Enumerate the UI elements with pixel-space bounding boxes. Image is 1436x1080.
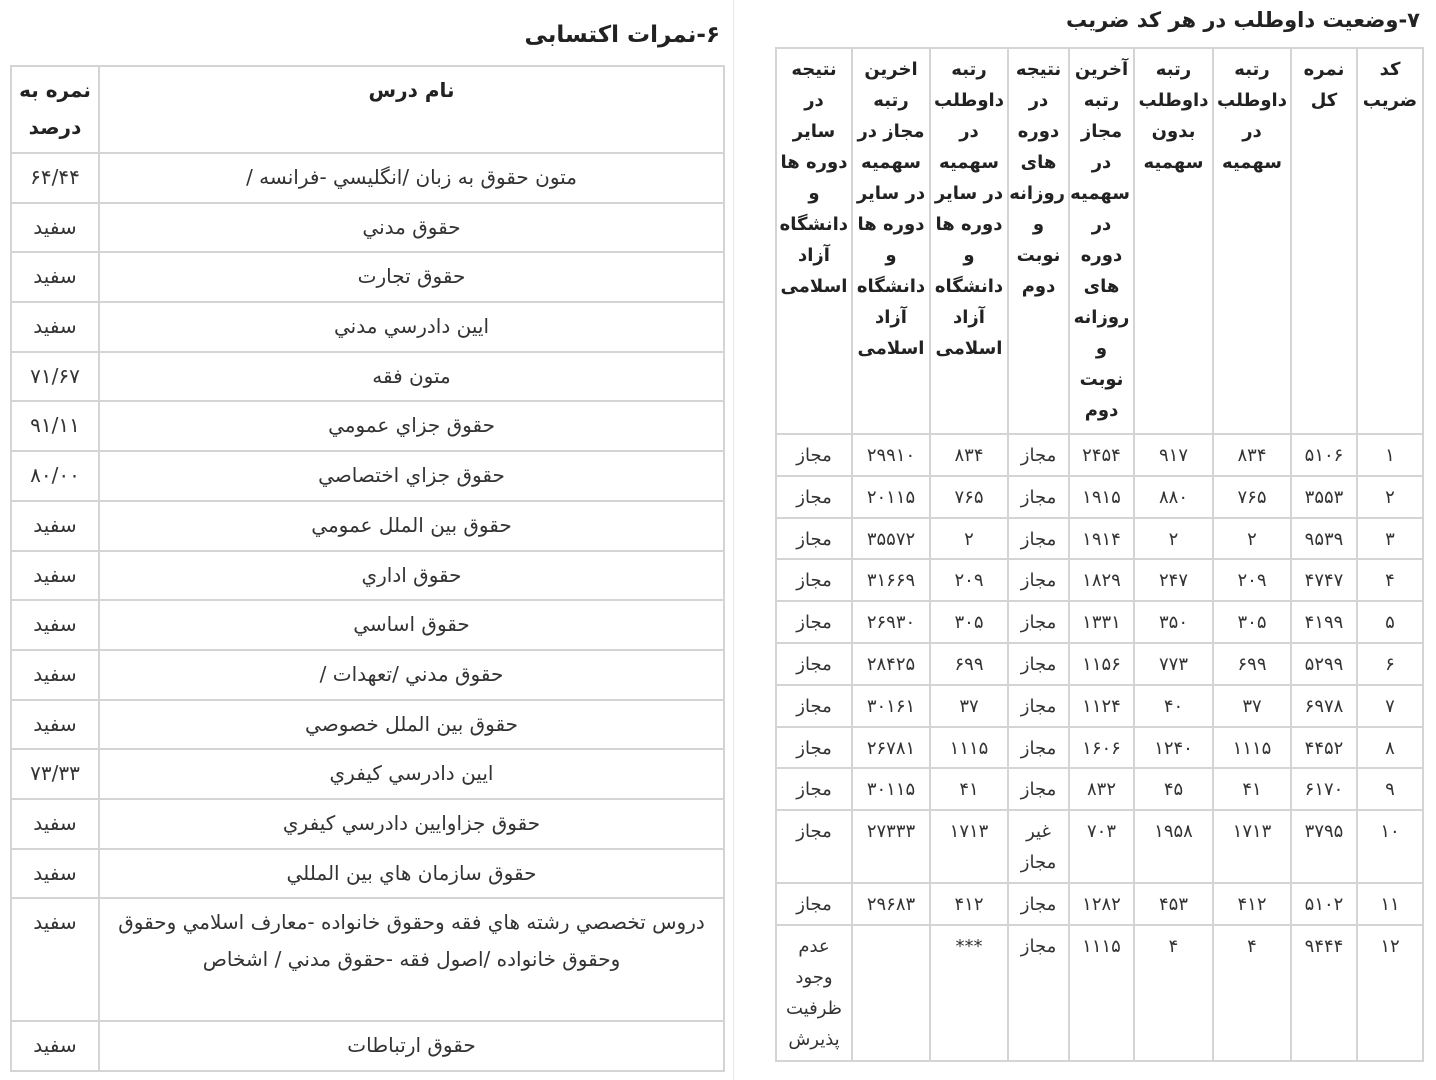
- cell-result-other: مجاز: [776, 727, 852, 769]
- course-score: سفيد: [11, 302, 99, 352]
- header-result-day: نتیجه در دوره های روزانه و نوبت دوم: [1008, 48, 1069, 434]
- cell-last-allowed-rank-other: ۳۱۶۶۹: [852, 559, 930, 601]
- course-score: ۷۳/۳۳: [11, 749, 99, 799]
- cell-rank-in-quota: ۴۱۲: [1213, 883, 1291, 925]
- header-last-allowed-rank-day: آخرین رتبه مجاز در سهمیه در دوره های روزانه و نوبت دوم: [1069, 48, 1134, 434]
- cell-last-allowed-rank-other: ۲۶۷۸۱: [852, 727, 930, 769]
- cell-result-day: مجاز: [1008, 883, 1069, 925]
- cell-rank-without-quota: ۲۴۷: [1134, 559, 1213, 601]
- cell-coef-code: ۷: [1357, 685, 1423, 727]
- table-row: [776, 559, 1423, 601]
- status-section-title: ۷-وضعیت داوطلب در هر کد ضریب: [1065, 8, 1420, 32]
- table-row: [776, 518, 1423, 560]
- course-name: ايين دادرسي كيفري: [99, 749, 724, 799]
- table-row: [11, 203, 724, 253]
- cell-rank-without-quota: ۳۵۰: [1134, 601, 1213, 643]
- table-row: [11, 1021, 724, 1071]
- table-row: [11, 551, 724, 601]
- cell-total-score: ۹۵۳۹: [1291, 518, 1357, 560]
- cell-total-score: ۶۱۷۰: [1291, 768, 1357, 810]
- header-rank-without-quota: رتبه داوطلب بدون سهمیه: [1134, 48, 1213, 434]
- cell-rank-in-quota: ۴۱: [1213, 768, 1291, 810]
- cell-result-other: عدم وجود ظرفیت پذیرش: [776, 925, 852, 1061]
- cell-last-allowed-rank-other: ۳۵۵۷۲: [852, 518, 930, 560]
- cell-rank-without-quota: ۴۵: [1134, 768, 1213, 810]
- cell-last-allowed-rank-day: ۱۱۵۶: [1069, 643, 1134, 685]
- table-row: [11, 302, 724, 352]
- cell-rank-without-quota: ۷۷۳: [1134, 643, 1213, 685]
- cell-last-allowed-rank-other: ۳۰۱۶۱: [852, 685, 930, 727]
- cell-rank-in-quota: ۲۰۹: [1213, 559, 1291, 601]
- course-score: ۷۱/۶۷: [11, 352, 99, 402]
- header-total-score: نمره کل: [1291, 48, 1357, 434]
- cell-result-day: غیر مجاز: [1008, 810, 1069, 883]
- cell-result-day: مجاز: [1008, 434, 1069, 476]
- cell-rank-other-programs: ۴۱: [930, 768, 1008, 810]
- cell-result-other: مجاز: [776, 601, 852, 643]
- table-row: [776, 434, 1423, 476]
- cell-result-day: مجاز: [1008, 643, 1069, 685]
- table-row: [776, 810, 1423, 883]
- cell-last-allowed-rank-day: ۱۳۳۱: [1069, 601, 1134, 643]
- cell-last-allowed-rank-other: ۲۷۳۳۳: [852, 810, 930, 883]
- cell-last-allowed-rank-day: ۲۴۵۴: [1069, 434, 1134, 476]
- course-score: سفيد: [11, 252, 99, 302]
- header-result-other: نتیجه در سایر دوره ها و دانشگاه آزاد اسلامی: [776, 48, 852, 434]
- cell-rank-without-quota: ۱۲۴۰: [1134, 727, 1213, 769]
- cell-result-day: مجاز: [1008, 601, 1069, 643]
- cell-last-allowed-rank-day: ۷۰۳: [1069, 810, 1134, 883]
- cell-rank-other-programs: ۳۰۵: [930, 601, 1008, 643]
- course-score: سفيد: [11, 551, 99, 601]
- course-name: دروس تخصصي رشته هاي فقه وحقوق خانواده -معارف اسلامي وحقوق وحقوق خانواده /اصول فقه -حقوق مدني / اشخاص: [99, 898, 724, 1021]
- cell-rank-in-quota: ۶۹۹: [1213, 643, 1291, 685]
- grades-section-title: ۶-نمرات اکتسابی: [524, 22, 720, 48]
- cell-coef-code: ۵: [1357, 601, 1423, 643]
- cell-rank-other-programs: ۱۱۱۵: [930, 727, 1008, 769]
- table-row: [11, 600, 724, 650]
- cell-total-score: ۴۷۴۷: [1291, 559, 1357, 601]
- course-name: حقوق ارتباطات: [99, 1021, 724, 1071]
- cell-rank-in-quota: ۴: [1213, 925, 1291, 1061]
- header-course-name: نام درس: [99, 66, 724, 153]
- header-coef-code: کد ضریب: [1357, 48, 1423, 434]
- table-row: [776, 883, 1423, 925]
- cell-last-allowed-rank-other: ۳۰۱۱۵: [852, 768, 930, 810]
- table-row: [11, 501, 724, 551]
- table-row: [776, 925, 1423, 1061]
- cell-rank-without-quota: ۴: [1134, 925, 1213, 1061]
- course-name: حقوق اداري: [99, 551, 724, 601]
- cell-coef-code: ۴: [1357, 559, 1423, 601]
- cell-rank-other-programs: ۲: [930, 518, 1008, 560]
- cell-last-allowed-rank-other: ۲۶۹۳۰: [852, 601, 930, 643]
- cell-rank-in-quota: ۱۷۱۳: [1213, 810, 1291, 883]
- cell-result-day: مجاز: [1008, 518, 1069, 560]
- cell-rank-in-quota: ۱۱۱۵: [1213, 727, 1291, 769]
- table-row: [776, 601, 1423, 643]
- course-score: سفيد: [11, 898, 99, 1021]
- course-name: حقوق جزاوايين دادرسي كيفري: [99, 799, 724, 849]
- course-score: ۹۱/۱۱: [11, 401, 99, 451]
- table-row: [776, 727, 1423, 769]
- cell-result-other: مجاز: [776, 643, 852, 685]
- cell-total-score: ۴۱۹۹: [1291, 601, 1357, 643]
- cell-result-other: مجاز: [776, 768, 852, 810]
- table-row: [11, 401, 724, 451]
- cell-coef-code: ۱۱: [1357, 883, 1423, 925]
- course-name: حقوق مدني: [99, 203, 724, 253]
- cell-result-day: مجاز: [1008, 476, 1069, 518]
- table-row: [776, 685, 1423, 727]
- course-name: متون فقه: [99, 352, 724, 402]
- cell-result-day: مجاز: [1008, 685, 1069, 727]
- cell-last-allowed-rank-day: ۱۲۸۲: [1069, 883, 1134, 925]
- course-score: سفيد: [11, 650, 99, 700]
- cell-coef-code: ۲: [1357, 476, 1423, 518]
- table-row: [11, 451, 724, 501]
- cell-coef-code: ۸: [1357, 727, 1423, 769]
- panel-divider: [733, 0, 734, 1080]
- cell-result-day: مجاز: [1008, 559, 1069, 601]
- table-header-row: [776, 48, 1423, 434]
- cell-coef-code: ۳: [1357, 518, 1423, 560]
- course-name: حقوق بين الملل خصوصي: [99, 700, 724, 750]
- cell-coef-code: ۹: [1357, 768, 1423, 810]
- cell-coef-code: ۱۰: [1357, 810, 1423, 883]
- cell-result-other: مجاز: [776, 559, 852, 601]
- course-name: حقوق مدني /تعهدات /: [99, 650, 724, 700]
- cell-rank-other-programs: ۳۷: [930, 685, 1008, 727]
- course-score: سفيد: [11, 1021, 99, 1071]
- course-score: سفيد: [11, 203, 99, 253]
- cell-rank-other-programs: ۷۶۵: [930, 476, 1008, 518]
- applicant-status-table: [775, 47, 1424, 1062]
- table-row: [11, 252, 724, 302]
- cell-result-other: مجاز: [776, 883, 852, 925]
- cell-rank-in-quota: ۸۳۴: [1213, 434, 1291, 476]
- cell-rank-in-quota: ۲: [1213, 518, 1291, 560]
- cell-result-day: مجاز: [1008, 727, 1069, 769]
- cell-rank-without-quota: ۲: [1134, 518, 1213, 560]
- cell-rank-other-programs: ۶۹۹: [930, 643, 1008, 685]
- cell-rank-in-quota: ۳۷: [1213, 685, 1291, 727]
- cell-result-other: مجاز: [776, 434, 852, 476]
- header-last-allowed-rank-other: اخرین رتبه مجاز در سهمیه در سایر دوره ها و دانشگاه آزاد اسلامی: [852, 48, 930, 434]
- grades-table: [10, 65, 725, 1072]
- cell-last-allowed-rank-day: ۱۹۱۴: [1069, 518, 1134, 560]
- cell-rank-without-quota: ۴۰: [1134, 685, 1213, 727]
- course-name: حقوق جزاي عمومي: [99, 401, 724, 451]
- cell-total-score: ۵۱۰۲: [1291, 883, 1357, 925]
- cell-total-score: ۴۴۵۲: [1291, 727, 1357, 769]
- cell-last-allowed-rank-other: [852, 925, 930, 1061]
- cell-result-day: مجاز: [1008, 768, 1069, 810]
- cell-total-score: ۹۴۴۴: [1291, 925, 1357, 1061]
- cell-last-allowed-rank-other: ۲۹۹۱۰: [852, 434, 930, 476]
- course-score: سفيد: [11, 501, 99, 551]
- cell-last-allowed-rank-day: ۱۱۲۴: [1069, 685, 1134, 727]
- cell-rank-without-quota: ۸۸۰: [1134, 476, 1213, 518]
- table-row: [11, 849, 724, 899]
- cell-result-other: مجاز: [776, 518, 852, 560]
- course-score: سفيد: [11, 700, 99, 750]
- cell-rank-other-programs: ***: [930, 925, 1008, 1061]
- cell-total-score: ۵۱۰۶: [1291, 434, 1357, 476]
- table-row: [11, 749, 724, 799]
- course-name: حقوق جزاي اختصاصي: [99, 451, 724, 501]
- table-row: [11, 153, 724, 203]
- cell-last-allowed-rank-day: ۸۳۲: [1069, 768, 1134, 810]
- cell-rank-other-programs: ۴۱۲: [930, 883, 1008, 925]
- cell-rank-without-quota: ۹۱۷: [1134, 434, 1213, 476]
- cell-last-allowed-rank-day: ۱۶۰۶: [1069, 727, 1134, 769]
- cell-rank-in-quota: ۷۶۵: [1213, 476, 1291, 518]
- cell-coef-code: ۱: [1357, 434, 1423, 476]
- cell-result-other: مجاز: [776, 476, 852, 518]
- course-name: حقوق سازمان هاي بين المللي: [99, 849, 724, 899]
- cell-coef-code: ۶: [1357, 643, 1423, 685]
- cell-rank-other-programs: ۸۳۴: [930, 434, 1008, 476]
- course-score: سفيد: [11, 799, 99, 849]
- cell-last-allowed-rank-day: ۱۸۲۹: [1069, 559, 1134, 601]
- cell-result-other: مجاز: [776, 810, 852, 883]
- course-score: ۶۴/۴۴: [11, 153, 99, 203]
- course-name: ايين دادرسي مدني: [99, 302, 724, 352]
- cell-last-allowed-rank-other: ۲۰۱۱۵: [852, 476, 930, 518]
- cell-last-allowed-rank-day: ۱۱۱۵: [1069, 925, 1134, 1061]
- cell-rank-in-quota: ۳۰۵: [1213, 601, 1291, 643]
- cell-last-allowed-rank-day: ۱۹۱۵: [1069, 476, 1134, 518]
- course-name: متون حقوق به زبان /انگليسي -فرانسه /: [99, 153, 724, 203]
- course-name: حقوق اساسي: [99, 600, 724, 650]
- cell-result-other: مجاز: [776, 685, 852, 727]
- table-row: [11, 352, 724, 402]
- cell-rank-without-quota: ۱۹۵۸: [1134, 810, 1213, 883]
- table-row: [776, 476, 1423, 518]
- cell-total-score: ۳۷۹۵: [1291, 810, 1357, 883]
- cell-last-allowed-rank-other: ۲۸۴۲۵: [852, 643, 930, 685]
- cell-rank-without-quota: ۴۵۳: [1134, 883, 1213, 925]
- table-row: [776, 768, 1423, 810]
- cell-total-score: ۳۵۵۳: [1291, 476, 1357, 518]
- cell-rank-other-programs: ۱۷۱۳: [930, 810, 1008, 883]
- cell-total-score: ۶۹۷۸: [1291, 685, 1357, 727]
- header-score-percent: نمره به درصد: [11, 66, 99, 153]
- course-name: حقوق بين الملل عمومي: [99, 501, 724, 551]
- course-score: ۸۰/۰۰: [11, 451, 99, 501]
- table-row: [11, 650, 724, 700]
- table-row: [11, 700, 724, 750]
- course-score: سفيد: [11, 600, 99, 650]
- course-score: سفيد: [11, 849, 99, 899]
- cell-total-score: ۵۲۹۹: [1291, 643, 1357, 685]
- table-header-row: [11, 66, 724, 153]
- cell-coef-code: ۱۲: [1357, 925, 1423, 1061]
- header-rank-in-quota: رتبه داوطلب در سهمیه: [1213, 48, 1291, 434]
- cell-result-day: مجاز: [1008, 925, 1069, 1061]
- course-name: حقوق تجارت: [99, 252, 724, 302]
- table-row: [11, 799, 724, 849]
- cell-rank-other-programs: ۲۰۹: [930, 559, 1008, 601]
- header-rank-other-programs: رتبه داوطلب در سهمیه در سایر دوره ها و دانشگاه آزاد اسلامی: [930, 48, 1008, 434]
- table-row: [776, 643, 1423, 685]
- table-row: [11, 898, 724, 1021]
- cell-last-allowed-rank-other: ۲۹۶۸۳: [852, 883, 930, 925]
